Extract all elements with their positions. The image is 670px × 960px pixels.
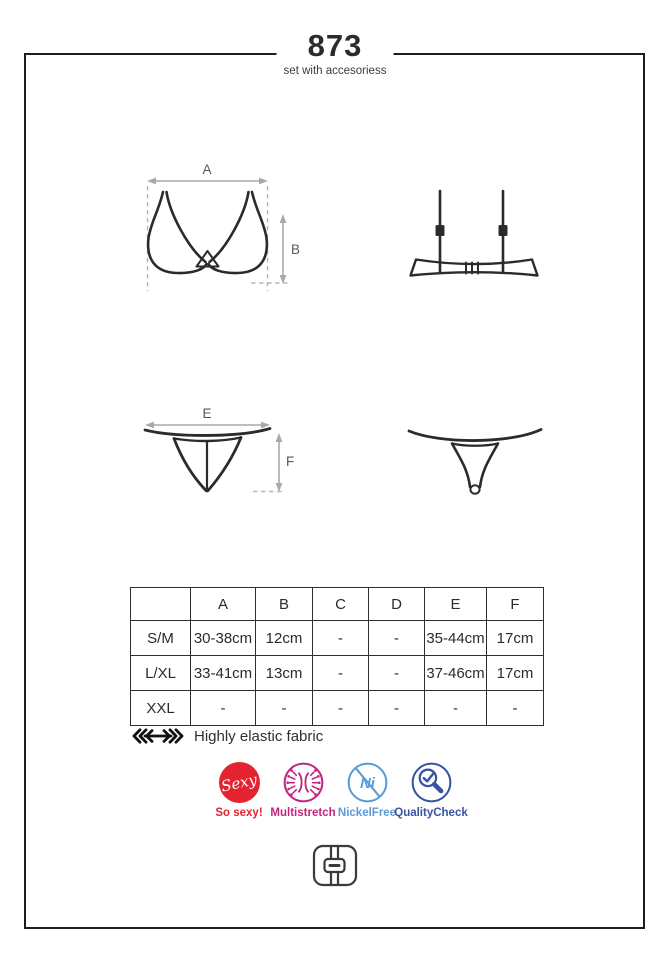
- size-row-lxl: [131, 656, 544, 691]
- strap-slider-right: [499, 225, 508, 236]
- column-header-e: E: [425, 588, 487, 621]
- fabric-note: [131, 727, 323, 745]
- table-cell: 12cm: [256, 621, 313, 656]
- nickelfree-icon-text: Ni: [359, 776, 375, 793]
- badge-label: Multistretch: [270, 807, 336, 819]
- badge-multistretch: [272, 762, 335, 819]
- badge-label: NickelFree: [337, 807, 397, 819]
- strap-adjuster-icon: [311, 843, 359, 889]
- size-table-header-row: [131, 588, 544, 621]
- table-cell: -: [369, 691, 425, 726]
- table-cell: -: [369, 621, 425, 656]
- thong-back-diagram: [395, 400, 555, 510]
- sexy-icon: [219, 762, 260, 803]
- table-cell: 17cm: [487, 621, 544, 656]
- dimension-label-e: E: [202, 406, 212, 421]
- thong-back-sketch: [409, 430, 541, 494]
- table-cell: 33-41cm: [191, 656, 256, 691]
- badge-label: So sexy!: [215, 807, 263, 819]
- dimension-label-b: B: [291, 242, 301, 257]
- dimension-label-f: F: [286, 454, 295, 469]
- column-header-b: B: [256, 588, 313, 621]
- badge-nickelfree: [336, 762, 399, 819]
- table-cell: 17cm: [487, 656, 544, 691]
- fabric-note-label: Highly elastic fabric: [194, 727, 324, 745]
- table-cell: 35-44cm: [425, 621, 487, 656]
- sexy-icon-text: Sexy: [219, 769, 259, 796]
- badge-qualitycheck: [394, 762, 468, 819]
- strap-slider-left: [436, 225, 445, 236]
- feature-badges: [0, 762, 670, 819]
- dimension-label-a: A: [202, 162, 212, 177]
- size-label: L/XL: [131, 656, 191, 691]
- column-header-d: D: [369, 588, 425, 621]
- size-label: S/M: [131, 621, 191, 656]
- size-row-xxl: [131, 691, 544, 726]
- table-cell: -: [313, 656, 369, 691]
- multistretch-icon: [283, 762, 324, 803]
- table-cell: -: [256, 691, 313, 726]
- page-title: 873: [307, 28, 363, 63]
- table-cell: -: [313, 691, 369, 726]
- size-table: [130, 587, 544, 726]
- column-header-f: F: [487, 588, 544, 621]
- size-label: XXL: [131, 691, 191, 726]
- table-cell: -: [425, 691, 487, 726]
- qualitycheck-icon: [411, 762, 452, 803]
- table-cell: -: [487, 691, 544, 726]
- table-cell: 13cm: [256, 656, 313, 691]
- table-cell: -: [369, 656, 425, 691]
- bra-front-diagram: [100, 152, 320, 302]
- table-cell: 37-46cm: [425, 656, 487, 691]
- size-row-sm: [131, 621, 544, 656]
- bra-front-sketch: [148, 192, 267, 273]
- column-header-c: C: [313, 588, 369, 621]
- page-subtitle: set with accesoriess: [283, 64, 387, 77]
- nickelfree-icon: [347, 762, 388, 803]
- badge-label: QualityCheck: [394, 807, 468, 819]
- elastic-stretch-icon: [131, 727, 185, 745]
- table-cell: 30-38cm: [191, 621, 256, 656]
- table-corner-cell: [131, 588, 191, 621]
- column-header-a: A: [191, 588, 256, 621]
- panty-front-sketch: [145, 429, 270, 492]
- panty-front-diagram: [125, 400, 315, 510]
- bra-back-diagram: [395, 175, 555, 285]
- badge-so-sexy: [208, 762, 271, 819]
- title-block: [277, 30, 394, 77]
- bra-back-sketch: [411, 191, 538, 276]
- table-cell: -: [313, 621, 369, 656]
- table-cell: -: [191, 691, 256, 726]
